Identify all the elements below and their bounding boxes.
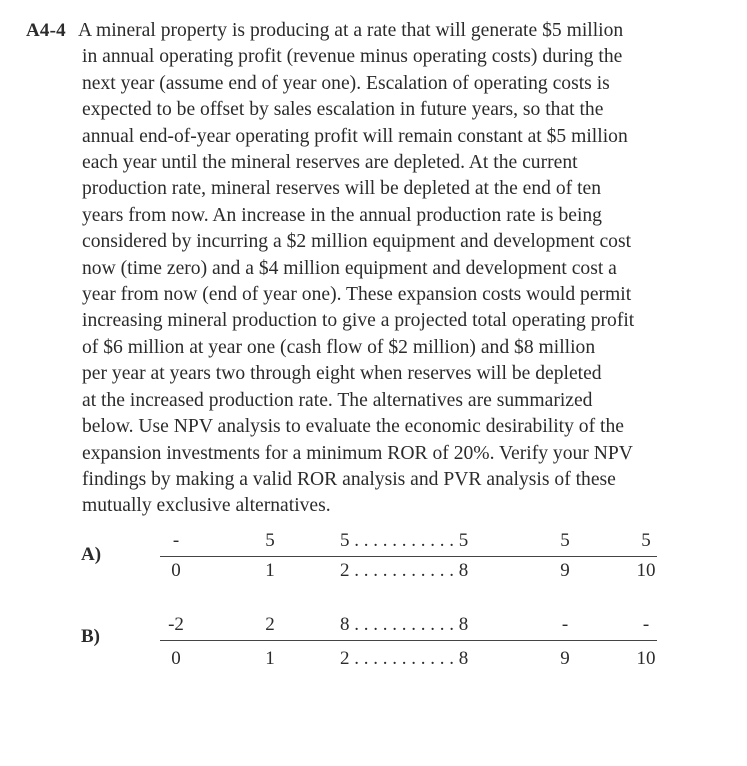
alt-b-value-t1: 2 xyxy=(265,614,275,635)
alt-a-value-t1: 5 xyxy=(265,530,275,551)
alt-a-value-t10: 5 xyxy=(641,530,651,551)
problem-line: expected to be offset by sales escalation in future years, so that the xyxy=(82,99,604,121)
alt-b-time-9: 9 xyxy=(560,648,570,669)
alt-a-time-2-8: 2 . . . . . . . . . . . 8 xyxy=(340,560,469,581)
problem-line: of $6 million at year one (cash flow of $2 million) and $8 million xyxy=(82,336,596,358)
problem-label: A4-4 xyxy=(26,20,66,41)
alt-a-time-10: 10 xyxy=(636,560,656,581)
alt-b-time-0: 0 xyxy=(171,648,181,669)
alt-b-time-2-8: 2 . . . . . . . . . . . 8 xyxy=(340,648,469,669)
problem-line: considered by incurring a $2 million equipment and development cost xyxy=(82,231,632,253)
problem-line: A mineral property is producing at a rate that will generate $5 million xyxy=(78,20,624,41)
problem-line: now (time zero) and a $4 million equipment and development cost a xyxy=(82,257,617,279)
problem-line: increasing mineral production to give a projected total operating profit xyxy=(82,310,635,332)
alt-b-time-axis xyxy=(160,640,657,641)
alt-b-value-t0: -2 xyxy=(168,614,184,635)
problem-line: year from now (end of year one). These expansion costs would permit xyxy=(82,284,632,306)
alternative-a-label: A) xyxy=(81,544,102,565)
alt-b-value-t9: - xyxy=(561,614,569,635)
alt-b-value-t2-8: 8 . . . . . . . . . . . 8 xyxy=(340,614,469,635)
alt-a-value-t0: - xyxy=(172,530,180,551)
alt-a-time-9: 9 xyxy=(560,560,570,581)
problem-line: expansion investments for a minimum ROR of 20%. Verify your NPV xyxy=(82,442,633,464)
alt-a-time-axis xyxy=(160,556,657,557)
problem-line: years from now. An increase in the annual production rate is being xyxy=(82,204,602,226)
problem-line: at the increased production rate. The alternatives are summarized xyxy=(82,389,593,411)
problem-line: each year until the mineral reserves are depleted. At the current xyxy=(82,152,578,174)
problem-text xyxy=(78,18,712,520)
problem-line: annual end-of-year operating profit will remain constant at $5 million xyxy=(82,125,628,147)
problem-line: per year at years two through eight when reserves will be depleted xyxy=(82,363,602,385)
alt-b-value-t10: - xyxy=(642,614,650,635)
alternative-b-label: B) xyxy=(81,626,100,647)
alt-a-value-t2-8: 5 . . . . . . . . . . . 5 xyxy=(340,530,469,551)
problem-line: findings by making a valid ROR analysis and PVR analysis of these xyxy=(82,468,616,490)
alt-a-value-t9: 5 xyxy=(560,530,570,551)
alt-b-time-10: 10 xyxy=(636,648,656,669)
problem-line: next year (assume end of year one). Escalation of operating costs is xyxy=(82,72,610,94)
problem-line: production rate, mineral reserves will be depleted at the end of ten xyxy=(82,178,602,200)
problem-line: in annual operating profit (revenue minus operating costs) during the xyxy=(82,46,623,68)
problem-line: mutually exclusive alternatives. xyxy=(82,495,331,517)
alt-a-time-0: 0 xyxy=(171,560,181,581)
alt-b-time-1: 1 xyxy=(265,648,275,669)
problem-line: below. Use NPV analysis to evaluate the economic desirability of the xyxy=(82,416,624,438)
alt-a-time-1: 1 xyxy=(265,560,275,581)
